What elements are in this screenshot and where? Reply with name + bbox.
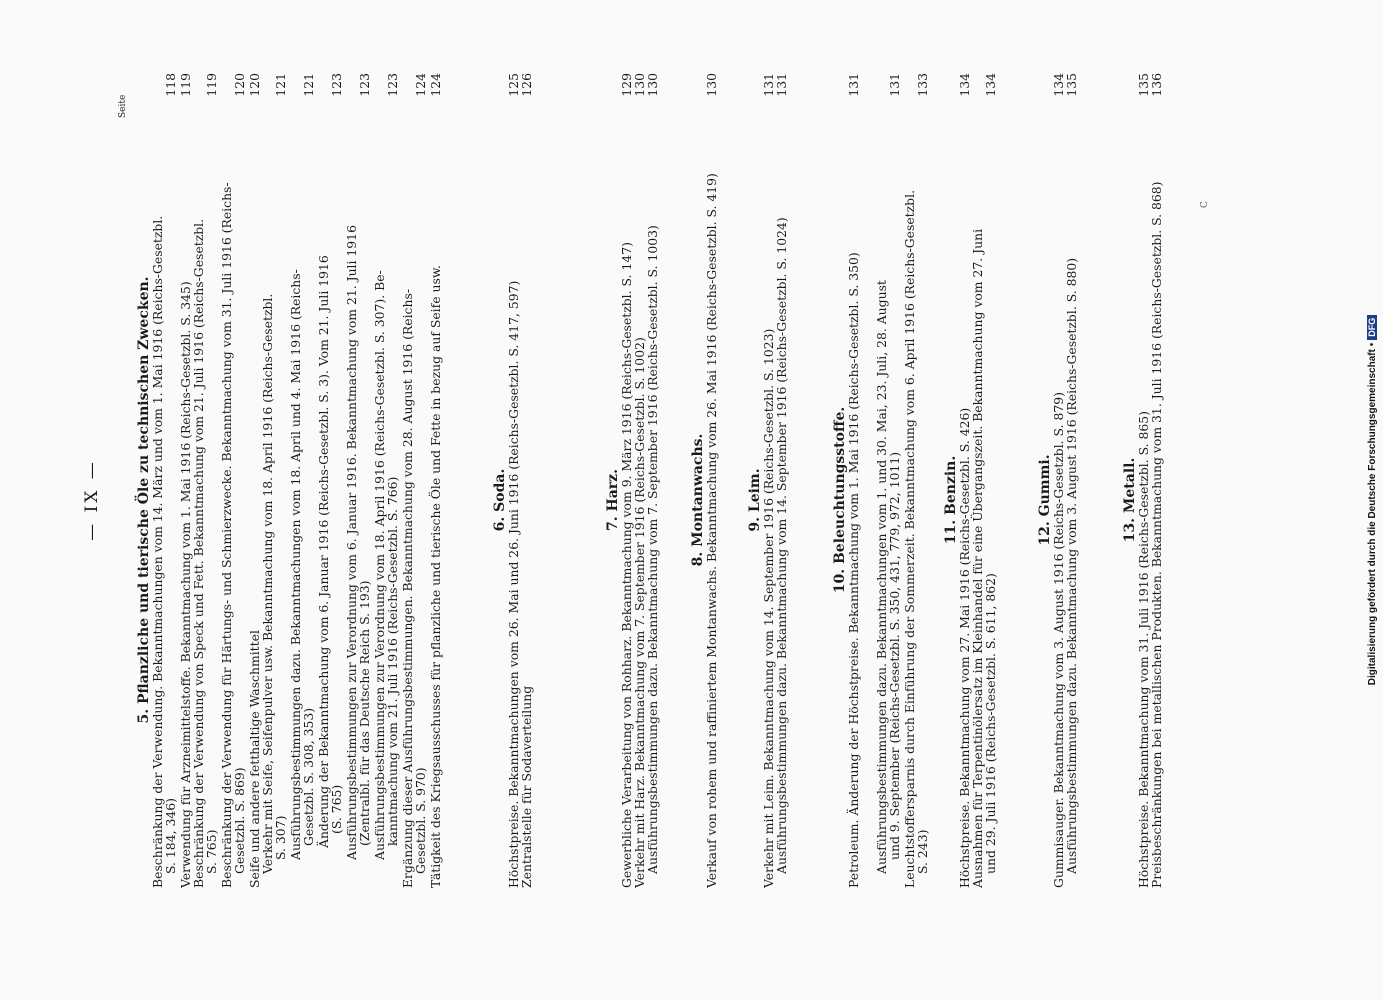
- toc-page-number: 124: [413, 73, 428, 97]
- toc-entry-line: Beschränkung der Verwendung von Speck und Fett. Bekanntmachung vom 21. Juli 1916 (Reichs-Gesetzbl.: [191, 218, 206, 888]
- toc-entry-line: Verkehr mit Harz. Bekanntmachung vom 7. September 1916 (Reichs-Gesetzbl. S. 1002): [632, 337, 647, 888]
- toc-entry-line: Gesetzbl. S. 970): [413, 767, 428, 874]
- toc-page-number: 131: [774, 73, 789, 97]
- toc-page-number: 130: [632, 73, 647, 97]
- toc-page-number: 124: [428, 73, 443, 97]
- toc-entry-line: Gesetzbl. S. 308, 353): [301, 707, 316, 846]
- toc-entry-line: Gewerbliche Verarbeitung von Rohharz. Bekanntmachung vom 9. März 1916 (Reichs-Gesetzbl. S. 147): [619, 242, 634, 888]
- toc-entry-line: Ausführungsbestimmungen dazu. Bekanntmachung vom 3. August 1916 (Reichs-Gesetzbl. S. 880): [1064, 257, 1079, 874]
- toc-page-number: 121: [273, 73, 288, 97]
- toc-entry-line: Zentralstelle für Sodaverteilung: [519, 685, 534, 888]
- seite-label: Seite: [118, 94, 128, 118]
- toc-page-number: 134: [957, 73, 972, 97]
- toc-page-number: 134: [1051, 73, 1066, 97]
- toc-entry-line: kanntmachung vom 21. Juli 1916 (Reichs-Gesetzbl. S. 766): [385, 476, 400, 846]
- toc-entry-line: Ausführungsbestimmungen dazu. Bekanntmachung vom 14. September 1916 (Reichs-Gesetzbl. S. 1024): [774, 217, 789, 874]
- toc-page-number: 125: [506, 73, 521, 97]
- toc-entry-line: Tätigkeit des Kriegsausschusses für pflanzliche und tierische Öle und Fette in bezug auf Seife usw.: [428, 265, 443, 888]
- toc-entry-line: Ausnahmen für Terpentinölersatz im Kleinhandel für eine Übergangszeit. Bekanntmachung vom 27. Juni: [970, 228, 985, 888]
- section-heading: 12. Gummi.: [1037, 454, 1053, 546]
- toc-entry-line: Verkehr mit Seife, Seifenpulver usw. Bekanntmachung vom 18. April 1916 (Reichs-Gesetzbl.: [260, 293, 275, 874]
- toc-page-number: 121: [301, 73, 316, 97]
- credit-text: Digitalisierung gefördert durch die Deutsche Forschungsgemeinschaft •: [1367, 342, 1378, 686]
- section-heading: 7. Harz.: [605, 469, 621, 531]
- footer-mark: C: [1200, 201, 1210, 208]
- toc-page-number: 119: [178, 73, 193, 97]
- toc-entry-line: Verwendung für Arzneimittelstoffe. Bekanntmachung vom 1. Mai 1916 (Reichs-Gesetzbl. S. 345): [178, 281, 193, 888]
- toc-entry-line: Beschränkung der Verwendung. Bekanntmachungen vom 14. März und vom 1. Mai 1916 (Reichs-Gesetzbl.: [150, 215, 165, 888]
- toc-page-number: 126: [519, 73, 534, 97]
- toc-entry-line: Ausführungsbestimmungen dazu. Bekanntmachungen vom 1. und 30. Mai, 23. Juli, 28. August: [874, 280, 889, 874]
- toc-entry-line: und 29. Juli 1916 (Reichs-Gesetzbl. S. 611, 862): [983, 573, 998, 874]
- toc-entry-line: Verkehr mit Leim. Bekanntmachung vom 14. September 1916 (Reichs-Gesetzbl. S. 1023): [761, 328, 776, 888]
- toc-entry-line: Beschränkung der Verwendung für Härtungs- und Schmierzwecke. Bekanntmachung vom 31. Juli 1916 (Reichs-: [219, 182, 234, 888]
- toc-page-number: 136: [1149, 73, 1164, 97]
- running-head: — IX —: [82, 459, 102, 541]
- toc-page-number: 131: [846, 73, 861, 97]
- toc-entry-line: S. 307): [273, 815, 288, 860]
- toc-entry-line: Gesetzbl. S. 869): [232, 767, 247, 874]
- toc-entry-line: Ausführungsbestimmungen zur Verordnung vom 18. April 1916 (Reichs-Gesetzbl. S. 307). Be-: [372, 270, 387, 860]
- dfg-logo: DFG: [1367, 315, 1377, 340]
- digitization-credit: [1367, 0, 1378, 1000]
- toc-entry-line: Höchstpreise. Bekanntmachung vom 31. Juli 1916 (Reichs-Gesetzbl. S. 865): [1136, 410, 1151, 888]
- toc-page-number: 119: [204, 73, 219, 97]
- toc-entry-line: Leuchtstoffersparnis durch Einführung der Sommerzeit. Bekanntmachung vom 6. April 1916 (Reichs-Gesetzbl.: [902, 189, 917, 888]
- toc-page-number: 134: [983, 73, 998, 97]
- toc-page-number: 120: [232, 73, 247, 97]
- toc-page-number: 131: [887, 73, 902, 97]
- toc-entry-line: Ausführungsbestimmungen zur Verordnung vom 6. Januar 1916. Bekanntmachung vom 21. Juli 1916: [344, 225, 359, 860]
- toc-page-number: 135: [1064, 73, 1079, 97]
- toc-page-number: 131: [761, 73, 776, 97]
- section-heading: 13. Metall.: [1122, 457, 1138, 543]
- toc-entry-line: Verkauf von rohem und raffiniertem Montanwachs. Bekanntmachung vom 26. Mai 1916 (Reichs-Gesetzbl. S. 419): [704, 173, 719, 888]
- toc-entry-line: und 9. September (Reichs-Gesetzbl. S. 350, 431, 779, 972, 1011): [887, 451, 902, 860]
- section-heading: 6. Soda.: [492, 468, 508, 532]
- toc-page-number: 123: [357, 73, 372, 97]
- toc-entry-line: S. 243): [915, 829, 930, 874]
- toc-entry-line: Ergänzung dieser Ausführungsbestimmungen. Bekanntmachung vom 28. August 1916 (Reichs-: [400, 288, 415, 888]
- toc-entry-line: Seife und andere fetthaltige Waschmittel: [247, 630, 262, 888]
- toc-page-number: 123: [385, 73, 400, 97]
- toc-entry-line: Petroleum. Änderung der Höchstpreise. Bekanntmachung vom 1. Mai 1916 (Reichs-Gesetzbl. S. 350): [846, 252, 861, 888]
- toc-entry-line: Höchstpreise. Bekanntmachung vom 27. Mai 1916 (Reichs-Gesetzbl. S. 426): [957, 407, 972, 888]
- toc-entry-line: Gummisauger. Bekanntmachung vom 3. August 1916 (Reichs-Gesetzbl. S. 879): [1051, 392, 1066, 888]
- toc-page-number: 133: [915, 73, 930, 97]
- toc-entry-line: Höchstpreise. Bekanntmachungen vom 26. Mai und 26. Juni 1916 (Reichs-Gesetzbl. S. 417, 597): [506, 280, 521, 888]
- section-heading: 5. Pflanzliche und tierische Öle zu technischen Zwecken.: [136, 276, 152, 724]
- toc-entry-line: (S. 765): [329, 784, 344, 834]
- toc-page-number: 120: [247, 73, 262, 97]
- toc-entry-line: S. 184, 346): [163, 798, 178, 874]
- toc-page-number: 118: [163, 73, 178, 97]
- toc-page-number: 130: [704, 73, 719, 97]
- toc-entry-line: Preisbeschränkungen bei metallischen Produkten. Bekanntmachung vom 31. Juli 1916 (Reichs-Gesetzbl. S. 868): [1149, 181, 1164, 888]
- toc-entry-line: S. 765): [204, 829, 219, 874]
- toc-page-number: 130: [645, 73, 660, 97]
- section-heading: 8. Montanwachs.: [690, 433, 706, 567]
- toc-entry-line: (Zentralbl. für das Deutsche Reich S. 193): [357, 580, 372, 846]
- toc-page-number: 129: [619, 73, 634, 97]
- toc-page-number: 123: [329, 73, 344, 97]
- section-heading: 9. Leim.: [747, 468, 763, 532]
- section-heading: 11. Benzin.: [943, 455, 959, 545]
- toc-entry-line: Änderung der Bekanntmachung vom 6. Januar 1916 (Reichs-Gesetzbl. S. 3). Vom 21. Juli 1916: [316, 255, 331, 848]
- toc-entry-line: Ausführungsbestimmungen dazu. Bekanntmachungen vom 18. April und 4. Mai 1916 (Reichs-: [288, 269, 303, 860]
- toc-entry-line: Ausführungsbestimmungen dazu. Bekanntmachung vom 7. September 1916 (Reichs-Gesetzbl. S. 1003): [645, 225, 660, 874]
- section-heading: 10. Beleuchtungsstoffe.: [832, 406, 848, 594]
- toc-page-number: 135: [1136, 73, 1151, 97]
